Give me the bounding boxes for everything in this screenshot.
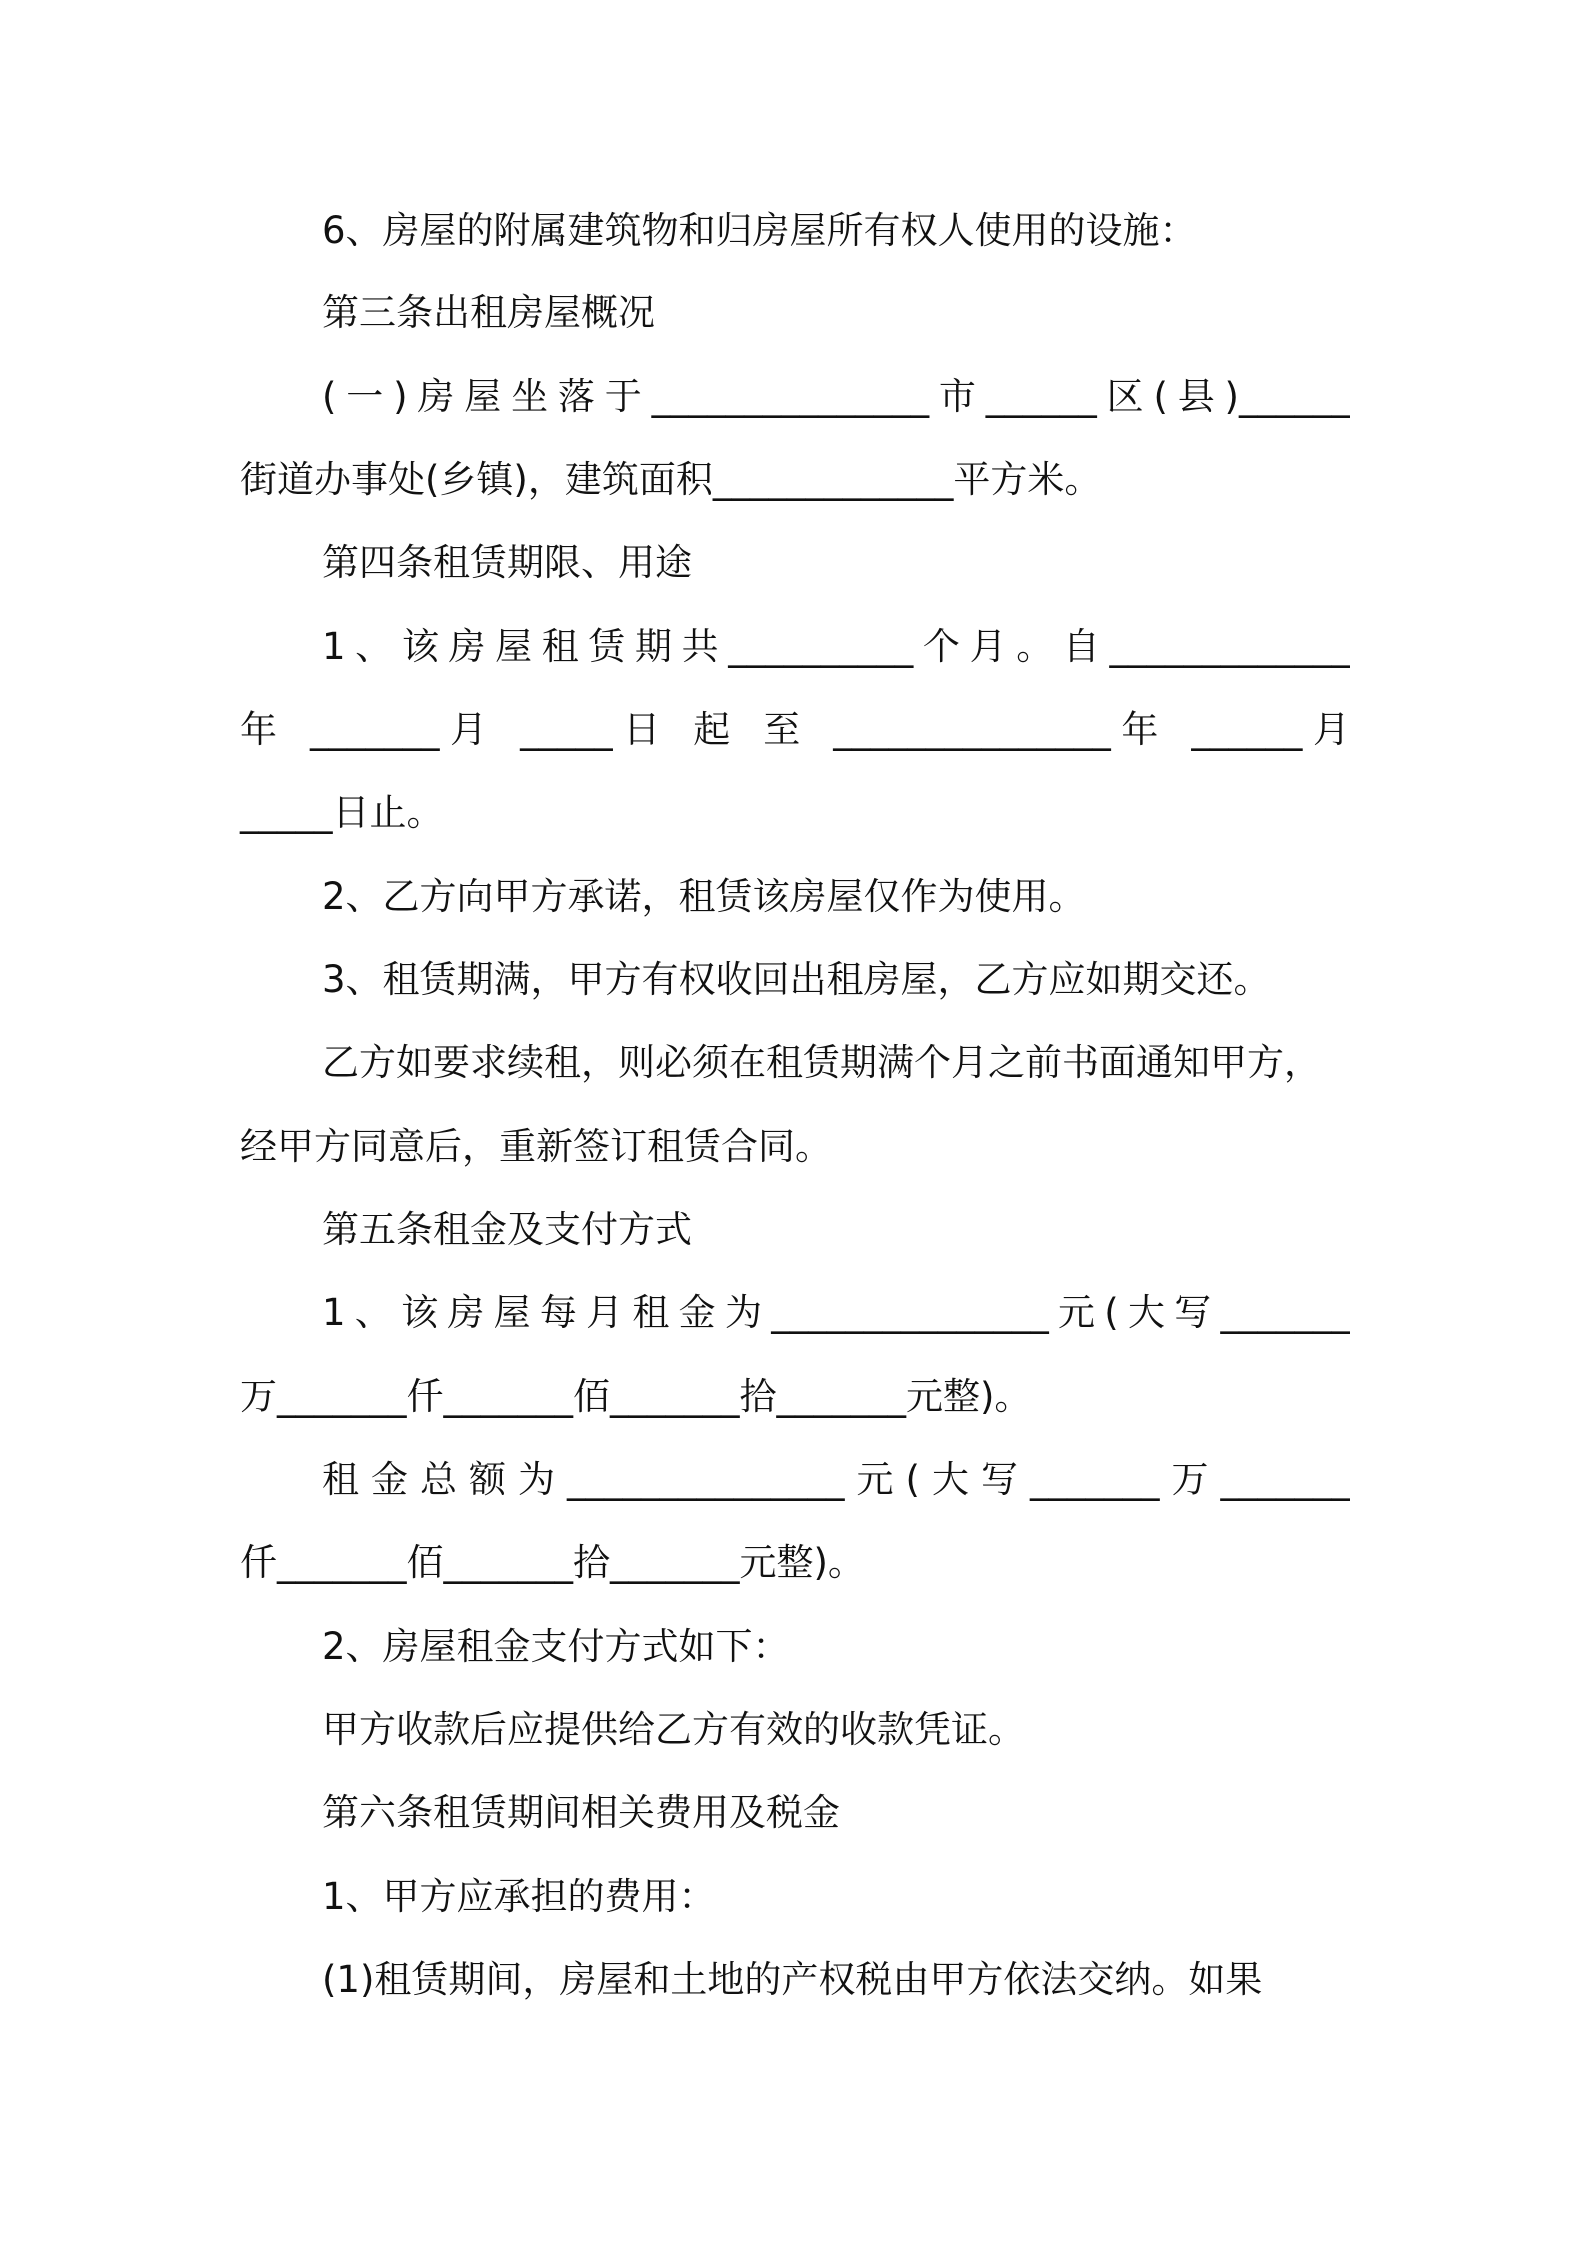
total-rent-capital-line: 仟_______佰_______拾_______元整)。	[240, 1541, 865, 1584]
renewal-agreement-line: 经甲方同意后，重新签订租赁合同。	[240, 1125, 832, 1168]
article-4-heading: 第四条租赁期限、用途	[322, 541, 692, 584]
property-location-line: (一)房屋坐落于_______________市______区(县)______	[322, 375, 1350, 418]
usage-promise-line: 2、乙方向甲方承诺，租赁该房屋仅作为使用。	[322, 875, 1086, 918]
monthly-rent-line: 1、该房屋每月租金为_______________元(大写_______	[322, 1291, 1350, 1334]
renewal-notice-line: 乙方如要求续租，则必须在租赁期满个月之前书面通知甲方，	[322, 1041, 1321, 1084]
total-rent-line: 租金总额为_______________元(大写_______万_______	[322, 1458, 1350, 1501]
article-3-heading: 第三条出租房屋概况	[322, 291, 655, 334]
clause-item-6: 6、房屋的附属建筑物和归房屋所有权人使用的设施：	[322, 209, 1197, 252]
monthly-rent-capital-line: 万_______仟_______佰_______拾_______元整)。	[240, 1375, 1032, 1418]
lease-term-line: 1、该房屋租赁期共__________个月。自_____________	[322, 625, 1350, 668]
party-a-costs-line: 1、甲方应承担的费用：	[322, 1875, 716, 1918]
property-area-line: 街道办事处(乡镇)，建筑面积_____________平方米。	[240, 458, 1102, 501]
lease-expiry-line: 3、租赁期满，甲方有权收回出租房屋，乙方应如期交还。	[322, 958, 1271, 1001]
article-6-heading: 第六条租赁期间相关费用及税金	[322, 1791, 840, 1834]
property-tax-line: (1)租赁期间，房屋和土地的产权税由甲方依法交纳。如果	[322, 1958, 1263, 2001]
payment-method-line: 2、房屋租金支付方式如下：	[322, 1625, 790, 1668]
receipt-line: 甲方收款后应提供给乙方有效的收款凭证。	[322, 1708, 1025, 1751]
article-5-heading: 第五条租金及支付方式	[322, 1208, 692, 1251]
lease-end-line: _____日止。	[240, 791, 444, 834]
lease-dates-line: 年 _______月 _____日 起 至 _______________年 ______月	[240, 708, 1350, 751]
